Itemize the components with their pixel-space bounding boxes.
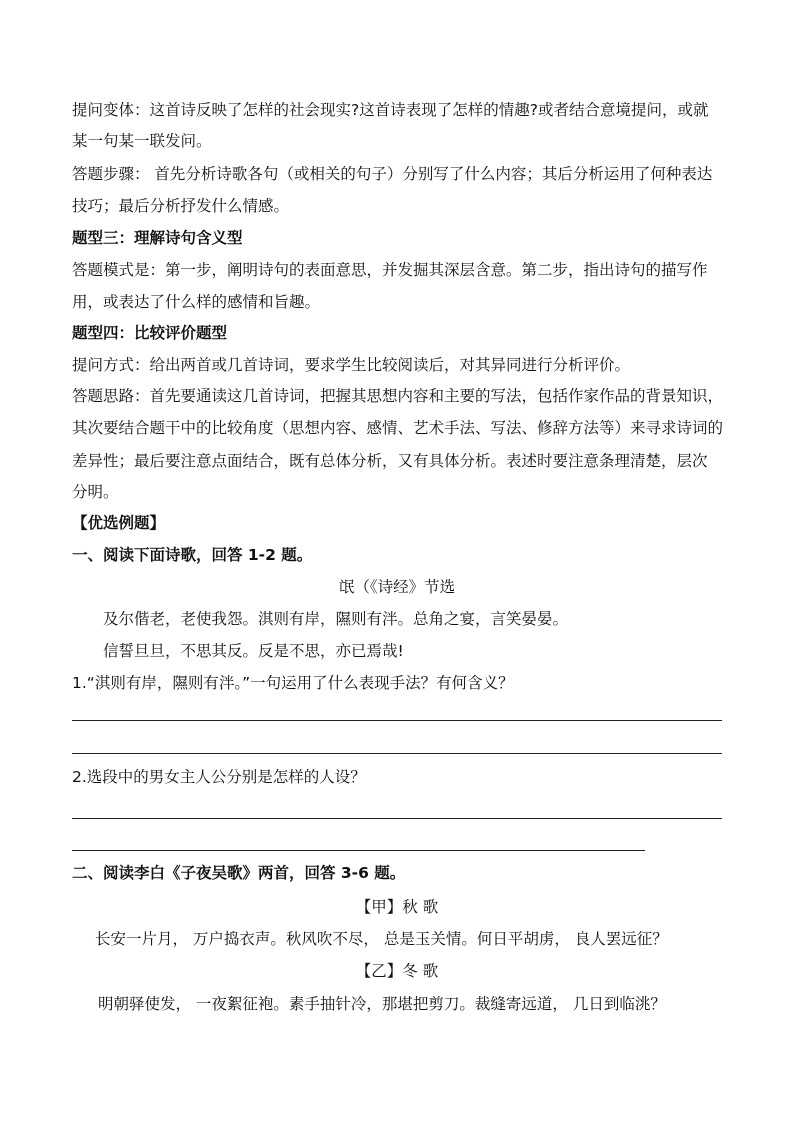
answer-steps-line-2: 技巧；最后分析抒发什么情感。 bbox=[72, 197, 290, 215]
section2-heading: 二、阅读李白《子夜吴歌》两首，回答 3-6 题。 bbox=[72, 864, 406, 882]
poem-b-title: 【乙】冬 歌 bbox=[355, 962, 439, 980]
answer-line-3[interactable] bbox=[72, 818, 722, 819]
answer-line-4[interactable] bbox=[72, 850, 645, 851]
type4-heading: 题型四：比较评价题型 bbox=[72, 324, 228, 342]
poem-line-1: 及尔偕老，老使我怨。淇则有岸，隰则有泮。总角之宴，言笑晏晏。 bbox=[103, 610, 569, 628]
poem-a-title: 【甲】秋 歌 bbox=[355, 898, 439, 916]
question-2: 2.选段中的男女主人公分别是怎样的人设？ bbox=[72, 768, 366, 786]
poem-a-text: 长安一片月， 万户捣衣声。秋风吹不尽， 总是玉关情。何日平胡虏， 良人罢远征？ bbox=[95, 930, 668, 948]
type3-heading: 题型三：理解诗句含义型 bbox=[72, 229, 243, 247]
section1-heading: 一、阅读下面诗歌，回答 1-2 题。 bbox=[72, 546, 313, 564]
intro-line-1: 提问变体：这首诗反映了怎样的社会现实?这首诗表现了怎样的情趣?或者结合意境提问，或就 bbox=[72, 101, 709, 119]
answer-steps-line-1: 答题步骤： 首先分析诗歌各句（或相关的句子）分别写了什么内容；其后分析运用了何种表达 bbox=[72, 165, 713, 183]
type4-line-1: 提问方式：给出两首或几首诗词，要求学生比较阅读后，对其异同进行分析评价。 bbox=[72, 356, 631, 374]
answer-line-1[interactable] bbox=[72, 720, 722, 721]
examples-heading: 【优选例题】 bbox=[72, 514, 166, 532]
type3-line-2: 用，或表达了什么样的感情和旨趣。 bbox=[72, 293, 321, 311]
type4-line-3: 其次要结合题干中的比较角度（思想内容、感情、艺术手法、写法、修辞方法等）来寻求诗词的 bbox=[72, 419, 724, 437]
type4-line-2: 答题思路：首先要通读这几首诗词，把握其思想内容和主要的写法，包括作家作品的背景知识， bbox=[72, 387, 724, 405]
question-1: 1.“淇则有岸，隰则有泮。”一句运用了什么表现手法？有何含义？ bbox=[72, 674, 514, 692]
poem-line-2: 信誓旦旦，不思其反。反是不思，亦已焉哉! bbox=[103, 642, 404, 660]
poem-title: 氓（《诗经》节选 bbox=[338, 578, 456, 596]
poem-b-text: 明朝驿使发， 一夜絮征袍。素手抽针冷，那堪把剪刀。裁缝寄远道， 几日到临洮？ bbox=[98, 995, 666, 1013]
answer-line-2[interactable] bbox=[72, 753, 722, 754]
type4-line-5: 分明。 bbox=[72, 483, 119, 501]
type4-line-4: 差异性；最后要注意点面结合，既有总体分析，又有具体分析。表述时要注意条理清楚，层次 bbox=[72, 452, 708, 470]
type3-line-1: 答题模式是：第一步，阐明诗句的表面意思，并发掘其深层含意。第二步，指出诗句的描写作 bbox=[72, 261, 708, 279]
intro-line-2: 某一句某一联发问。 bbox=[72, 132, 212, 150]
